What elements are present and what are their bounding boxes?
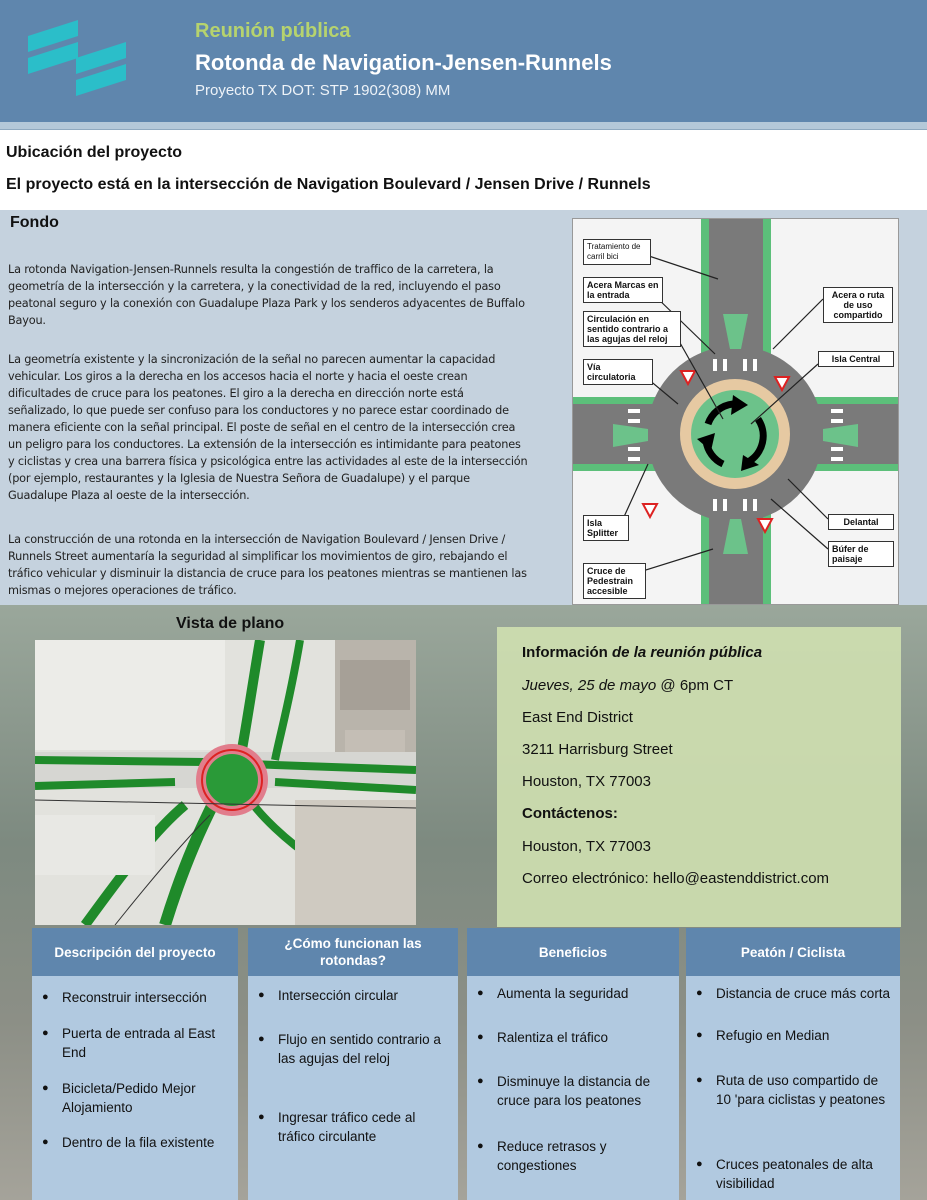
meeting-kicker: Reunión pública <box>195 20 351 42</box>
roundabout-diagram <box>572 218 899 605</box>
meeting-city: Houston, TX 77003 <box>522 773 651 790</box>
page-title: Rotonda de Navigation-Jensen-Runnels <box>195 50 612 75</box>
background-paragraph-1: La rotonda Navigation-Jensen-Runnels resulta la congestión de traffico de la carretera, la geometría de la intersección y la carretera, y la conectividad de la red, incluyendo el paso peatonal seguro y la conexión con Guadalupe Plaza Park y los senderos adyacentes de Buffalo Bayou. <box>8 263 525 327</box>
meeting-street: 3211 Harrisburg Street <box>522 741 673 758</box>
column-title: Descripción del proyecto <box>32 928 238 976</box>
meeting-info-heading-italic: de la reunión pública <box>612 644 763 661</box>
meeting-info-heading-bold: Información <box>522 644 608 661</box>
background-paragraph-3: La construcción de una rotonda en la intersección de Navigation Boulevard / Jensen Drive / Runnels Street aumentaría la seguridad al simplificar los movimientos de giro, rebajando el tráfico vehicular y disminuir la distancia de cruce para los peatones mientras se mantienen las mismas o mejores operaciones de tráfico. <box>8 533 527 597</box>
background-paragraph-2: La geometría existente y la sincronización de la señal no parecen aumentar la capacidad vehicular. Los giros a la derecha en los accesos hacia el norte y hacia el oeste crean dificultades de cruce para los peatones. El giro a la derecha en dirección norte está señalizado, lo que puede ser confuso para los conductores y no parece estar coordinado de manera eficiente con la señal principal. El poste de señal en el centro de la intersección crea un peligro para los conductores. La extensión de la intersección es intimidante para peatones y ciclistas y crea una barrera física y psicológica entre las actividades al este de la intersección (por ejemplo, restaurantes y la Iglesia de Nuestra Señora de Guadalupe) y el parque Guadalupe Plaza al oeste de la intersección. <box>8 353 528 502</box>
callout-bike-lane: Tratamiento de carril bici <box>583 239 651 265</box>
project-number: Proyecto TX DOT: STP 1902(308) MM <box>195 82 451 99</box>
location-section <box>0 130 927 210</box>
meeting-info-box <box>497 627 901 927</box>
header-banner <box>0 0 927 122</box>
callout-circulatory-roadway: Vía circulatoria <box>583 359 653 385</box>
callout-shared-use-path: Acera o ruta de uso compartido <box>823 287 893 323</box>
column-title: ¿Cómo funcionan las rotondas? <box>248 928 458 976</box>
contact-city: Houston, TX 77003 <box>522 838 651 855</box>
column-project-description: Descripción del proyecto ● Reconstruir intersección ● Puerta de entrada al East End ● Bicicleta/Pedido Mejor Alojamiento ● Dentro de la fila existente <box>32 928 238 1200</box>
column-title: Peatón / Ciclista <box>686 928 900 976</box>
location-text: El proyecto está en la intersección de Navigation Boulevard / Jensen Drive / Runnels <box>6 176 651 193</box>
column-pedestrian-cyclist: Peatón / Ciclista ● Distancia de cruce más corta ● Refugio en Median ● Ruta de uso compartido de 10 'para ciclistas y peatones ● Cruces peatonales de alta visibilidad <box>686 928 900 1200</box>
column-benefits: Beneficios ● Aumenta la seguridad ● Ralentiza el tráfico ● Disminuye la distancia de cruce para los peatones ● Reduce retrasos y congestiones <box>467 928 679 1200</box>
callout-accessible-crossing: Cruce de Pedestrain accesible <box>583 563 646 599</box>
contact-email[interactable]: Correo electrónico: hello@eastenddistrict.com <box>522 870 830 887</box>
column-how-roundabouts-work: ¿Cómo funcionan las rotondas? ● Intersección circular ● Flujo en sentido contrario a las agujas del reloj ● Ingresar tráfico cede al tráfico circulante <box>248 928 458 1200</box>
callout-counterclockwise: Circulación en sentido contrario a las agujas del reloj <box>583 311 681 347</box>
district-logo-icon <box>28 14 128 104</box>
plan-view-map <box>35 640 416 925</box>
plan-view-drawing <box>35 640 416 925</box>
plan-view-heading: Vista de plano <box>176 615 285 632</box>
contact-label: Contáctenos: <box>522 805 618 822</box>
callout-sidewalk-markings: Acera Marcas en la entrada <box>583 277 663 303</box>
column-title: Beneficios <box>467 928 679 976</box>
location-heading: Ubicación del proyecto <box>6 144 183 161</box>
callout-central-island: Isla Central <box>818 351 894 367</box>
header-divider <box>0 122 927 130</box>
meeting-time: @ 6pm CT <box>660 677 734 694</box>
callout-apron: Delantal <box>828 514 894 530</box>
callout-splitter-island: Isla Splitter <box>583 515 629 541</box>
background-heading: Fondo <box>10 214 59 231</box>
meeting-venue: East End District <box>522 709 633 726</box>
meeting-info-heading <box>522 644 762 661</box>
lower-section <box>0 605 927 1200</box>
callout-landscape-buffer: Búfer de paisaje <box>828 541 894 567</box>
meeting-date: Jueves, 25 de mayo <box>522 677 657 694</box>
meeting-date-line <box>522 677 733 694</box>
